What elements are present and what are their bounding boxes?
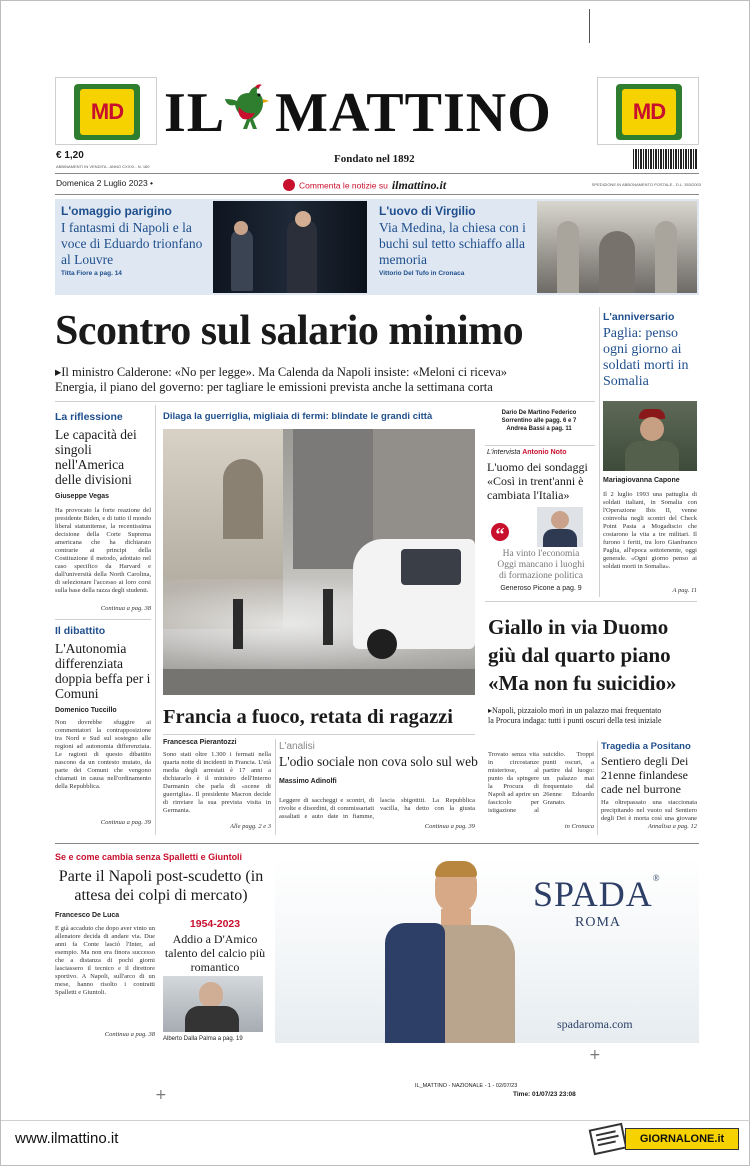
damico-story[interactable] <box>163 918 267 974</box>
analisi-ref: Continua a pag. 39 <box>424 823 475 830</box>
riflessione-byline: Giuseppe Vegas <box>55 493 110 500</box>
price: € 1,20 <box>56 150 84 161</box>
sponsor-logo-right[interactable]: MD <box>597 77 699 145</box>
church-photo <box>537 201 697 293</box>
positano-kicker: Tragedia a Positano <box>601 741 691 752</box>
duomo-ref: in Cronaca <box>564 823 594 830</box>
noto-story[interactable] <box>487 449 595 502</box>
ad-brand-row <box>533 873 683 915</box>
damico-kicker: 1954-2023 <box>189 918 241 930</box>
main-headline[interactable]: Scontro sul salario minimo <box>55 308 524 354</box>
anniversary-headline: Paglia: penso ogni giorno ai soldati morti in Somalia <box>603 326 689 389</box>
anniversary-body: Il 2 luglio 1993 una pattuglia di soldati italiani, in Somalia con l'Operazione Ibis II, venne coinvolta negli scontri del Check Point Pasta a Mogadiscio che costarono la vita a tre militari. Il furono i feriti, tra loro Gianfranco Paglia, all'epoca sottotenente, oggi generale. «Ogni giorno penso ai soldati morti in Somalia». <box>603 491 697 570</box>
teaser-byline: Vittorio Del Tufo in Cronaca <box>379 270 465 277</box>
giornalone-label: GIORNALONE.it <box>625 1128 739 1150</box>
napoli-ref: Continua a pag. 38 <box>104 1031 155 1038</box>
positano-headline: Sentiero degli Dei 21enne finlandese cade nel burrone <box>601 754 689 796</box>
ad-brand: SPADA <box>533 874 653 914</box>
ad-city: ROMA <box>575 915 622 930</box>
site-link[interactable]: www.ilmattino.it <box>15 1130 119 1147</box>
edition-line: IL_MATTINO - NAZIONALE - 1 - 02/07/23 <box>415 1083 518 1089</box>
comment-site: ilmattino.it <box>391 177 447 192</box>
duomo-sub-2: la Procura indaga: tutti i punti oscuri della tesi iniziale <box>488 716 662 725</box>
napoli-kicker: Se e come cambia senza Spalletti e Giuntoli <box>55 852 243 862</box>
riflessione-body: Ha provocato la forte reazione del presidente Biden, e di tutto il mondo liberal statunitense, la recentissima decisione della Corte Suprema americana che ha dichiarato contrarie ai principi della Costituzione il metodo, adottato nel caso specifico da Harvard e dall'università della North Carolina, di selezionare l'accesso ai loro corsi sulla base della razza degli studenti. <box>55 507 151 594</box>
france-riot-photo[interactable] <box>163 429 475 695</box>
issue-date: Domenica 2 Luglio 2023 • <box>56 178 154 188</box>
noto-kicker: L'intervista <box>487 449 521 456</box>
ad-url[interactable]: spadaroma.com <box>557 1017 633 1031</box>
teaser-headline: I fantasmi di Napoli e la voce di Eduardo trionfano al Louvre <box>61 220 203 267</box>
crosshair-mark: + <box>155 1087 167 1103</box>
teaser-headline: Via Medina, la chiesa con i buchi sul tetto schiaffo alla memoria <box>379 220 526 267</box>
positano-ref: Annalisa a pag. 12 <box>647 823 697 830</box>
sponsor-logo-left[interactable]: MD <box>55 77 157 145</box>
mail-note: SPEDIZIONE IN ABBONAMENTO POSTALE - D.L. 353/2003 <box>591 182 701 187</box>
price-note: ABBINAMENTI IN VENDITA - ANNO CXXXI - N. 180 <box>56 164 150 169</box>
ad-model <box>385 863 515 1043</box>
crosshair-mark: + <box>589 1047 601 1063</box>
france-byline: Francesca Pierantozzi <box>163 739 237 746</box>
damico-photo <box>163 976 263 1032</box>
dibattito-story[interactable] <box>55 625 151 714</box>
dibattito-byline: Domenico Tuccillo <box>55 707 117 714</box>
dibattito-ref: Continua a pag. 39 <box>100 819 151 826</box>
noto-quote: Ha vinto l'economia Oggi mancano i luoghi di formazione politica <box>497 549 585 581</box>
newspaper-icon <box>589 1123 628 1156</box>
noto-headline: L'uomo dei sondaggi «Così in trent'anni è cambiata l'Italia» <box>487 460 588 502</box>
riflessione-kicker: La riflessione <box>55 411 123 423</box>
anniversary-story[interactable] <box>603 311 697 390</box>
riflessione-headline: Le capacità dei singoli nell'America delle divisioni <box>55 427 137 487</box>
louvre-photo <box>213 201 367 293</box>
giornalone-badge[interactable] <box>591 1124 741 1156</box>
edition-time: Time: 01/07/23 23:08 <box>513 1091 576 1098</box>
teaser-louvre[interactable] <box>61 204 211 277</box>
noto-photo <box>537 507 583 547</box>
logo-right-text: MATTINO <box>275 82 552 144</box>
analisi-kicker: L'analisi <box>279 741 315 752</box>
damico-ref: Alberto Dalla Palma a pag. 19 <box>163 1036 243 1042</box>
duomo-sub-1: ▸Napoli, pizzaiolo morì in un palazzo mai frequentato <box>488 706 662 715</box>
analisi-headline: L'odio sociale non cova solo sul web <box>279 754 478 769</box>
noto-ref: Generoso Picone a pag. 9 <box>500 585 582 592</box>
main-sub-2: Energia, il piano del governo: per tagliare le emissioni prevista anche la settimana corta <box>55 380 493 394</box>
crop-mark <box>589 9 590 43</box>
duomo-subheadline <box>488 706 700 726</box>
napoli-byline: Francesco De Luca <box>55 912 120 919</box>
paglia-photo <box>603 401 697 471</box>
positano-story[interactable] <box>601 741 697 796</box>
teaser-virgilio[interactable] <box>379 204 535 277</box>
analisi-story[interactable] <box>279 741 478 785</box>
teaser-byline: Titta Fiore a pag. 14 <box>61 270 122 277</box>
france-body: Sono stati oltre 1.300 i fermati nella quarta notte di incidenti in Francia. L'età media degli arrestati è 17 anni a dichiararlo è il ministro dell'Interno Darmanin che parla di «scene di guerriglia». Il presidente Macron decide di rinviare la sua prevista visita in Germania. <box>163 751 271 814</box>
main-authors: Dario De Martino Federico Sorrentino alle pagg. 6 e 7 Andrea Bassi a pag. 11 <box>501 410 577 432</box>
analisi-body: Leggere di saccheggi e scontri, di rivolte e disordini, di commissariati assaltati e auto date in fiamme, lascia sbigottiti. La Repubblica vacilla, ha detto con la giusta <box>279 797 475 820</box>
founded-line: Fondato nel 1892 <box>334 153 415 165</box>
spada-ad[interactable] <box>275 857 699 1043</box>
comment-icon <box>283 179 295 191</box>
newspaper-logo[interactable] <box>164 83 552 143</box>
positano-body: Ha oltrepassato una staccionata precipitando nel vuoto sul Sentiero degli Dei è morta così una giovane <box>601 799 697 822</box>
quote-icon: “ <box>491 523 509 541</box>
main-sub-1: ▸Il ministro Calderone: «No per legge». Ma Calenda da Napoli insiste: «Meloni ci riceva» <box>55 365 507 379</box>
duomo-headline[interactable]: Giallo in via Duomo giù dal quarto piano «Ma non fu suicidio» <box>488 615 677 695</box>
teaser-kicker: L'omaggio parigino <box>61 204 172 218</box>
france-ref: Alle pagg. 2 e 3 <box>230 823 271 830</box>
duomo-body: Trovato senza vita in circostanze misteriose, al punto da spingere la Procura di Napoli ad aprire un fascicolo per istigazione al suicidio. Troppi punti oscuri, a partire dal luogo: un palazzo mai frequentato dal 26enne Edoardo Granato. <box>488 751 594 814</box>
rooster-icon <box>225 83 275 139</box>
damico-headline: Addio a D'Amico talento del calcio più romantico <box>164 932 266 974</box>
noto-kicker-row <box>487 449 595 456</box>
napoli-body: È già accaduto che dopo aver vinto un allenatore decida di andare via. Due anni fa Conte lasciò l'Inter, ad esempio. Ma non era finora successo che a distanza di pochi giorni lasciassero il tecnico e il direttore sportivo. A Napoli, sull'arco di un mese, hanno risolto i contratti Spalletti e Giuntoli. <box>55 925 155 996</box>
riflessione-ref: Continua a pag. 38 <box>100 605 151 612</box>
barcode <box>633 149 697 169</box>
comment-prompt: Commenta le notizie su <box>299 180 388 191</box>
logo-left-text: IL <box>164 82 226 144</box>
main-subheadline <box>55 365 595 395</box>
riflessione-story[interactable] <box>55 411 151 500</box>
teaser-kicker: L'uovo di Virgilio <box>379 204 476 218</box>
ad-reg: ® <box>652 873 660 883</box>
france-photo-caption: Dilaga la guerriglia, migliaia di fermi: blindate le grandi città <box>163 411 433 422</box>
noto-kicker-name: Antonio Noto <box>522 449 567 456</box>
anniversary-byline: Mariagiovanna Capone <box>603 477 680 484</box>
analisi-byline: Massimo Adinolfi <box>279 778 337 785</box>
dibattito-headline: L'Autonomia differenziata doppia beffa per i Comuni <box>55 641 151 701</box>
france-headline[interactable]: Francia a fuoco, retata di ragazzi <box>163 706 453 728</box>
anniversary-ref: A pag. 11 <box>672 587 697 594</box>
comment-promo[interactable] <box>283 176 446 190</box>
dibattito-kicker: Il dibattito <box>55 625 106 637</box>
dibattito-body: Non dovrebbe sfuggire ai commentatori la contrapposizione tra Nord e Sud sul sostegno alle regioni ad autonomia differenziata. Le ragioni di questo dibattito nascono da un contesto mutato, da parte dei Comuni che vengono chiamati in causa nell'ordinamento della Repubblica. <box>55 719 151 790</box>
napoli-headline[interactable]: Parte il Napoli post-scudetto (in attesa dei colpi di mercato) <box>58 868 264 904</box>
anniversary-kicker: L'anniversario <box>603 311 675 323</box>
